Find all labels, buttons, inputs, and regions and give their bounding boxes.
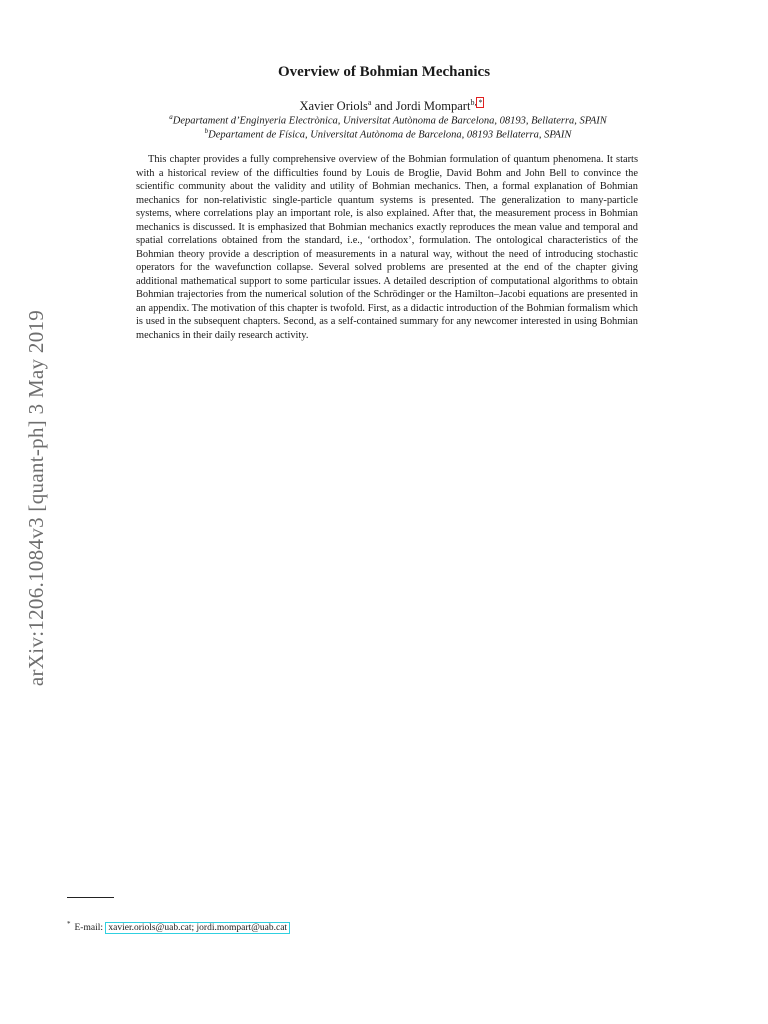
affiliation-a [0, 113, 768, 127]
author-separator: and [374, 99, 393, 114]
arxiv-identifier: arXiv:1206.1084v3 [quant-ph] 3 May 2019 [24, 309, 48, 687]
affiliation-text: Departament de Física, Universitat Autònoma de Barcelona, 08193 Bellaterra, SPAIN [208, 129, 572, 141]
affiliation-mark: b, [470, 98, 477, 107]
footnote-label: E-mail: [74, 923, 103, 934]
footnote-mark: * [67, 920, 71, 928]
abstract: This chapter provides a fully comprehensive overview of the Bohmian formulation of quantum phenomena. It starts with a historical review of the difficulties found by Louis de Broglie, David Bohm and John Bell to convince the scientific community about the validity and utility of Bohmian mechanics. Then, a formal explanation of Bohmian mechanics for non-relativistic single-particle quantum systems is presented. The generalization to many-particle systems, where correlations play an important role, is also explained. After that, the measurement process in Bohmian mechanics is discussed. It is emphasized that Bohmian mechanics exactly reproduces the mean value and temporal and spatial correlations obtained from the standard, i.e., ‘orthodox’, formulation. The ontological characteristics of the Bohmian theory provide a description of measurements in a natural way, without the need of introducing stochastic operators for the wavefunction collapse. Several solved problems are presented at the end of the chapter giving additional mathematical support to some particular issues. A detailed description of computational algorithms to obtain Bohmian trajectories from the numerical solution of the Schrödinger or the Hamilton–Jacobi equations are presented in an appendix. The motivation of this chapter is twofold. First, as a didactic introduction of the Bohmian formalism which is used in the subsequent chapters. Second, as a self-contained summary for any newcomer interested in using Bohmian mechanics in their daily research activity. [136, 154, 638, 341]
affiliation-mark: a [367, 98, 372, 107]
affiliation-b [0, 127, 768, 141]
author-name: Xavier Oriols [299, 99, 368, 114]
affiliation-mark: b [204, 127, 209, 135]
paper-title: Overview of Bohmian Mechanics [277, 64, 491, 80]
email-link[interactable]: xavier.oriols@uab.cat; jordi.mompart@uab.cat [105, 922, 290, 934]
affiliation-mark: a [169, 113, 173, 121]
footnote [67, 920, 290, 933]
author-name: Jordi Mompart [395, 99, 471, 114]
affiliation-text: Departament d’Enginyeria Electrònica, Universitat Autònoma de Barcelona, 08193, Bellaterra, SPAIN [172, 115, 607, 127]
author-line [0, 97, 768, 114]
footnote-divider [67, 897, 114, 898]
footnote-link[interactable]: * [478, 98, 483, 107]
